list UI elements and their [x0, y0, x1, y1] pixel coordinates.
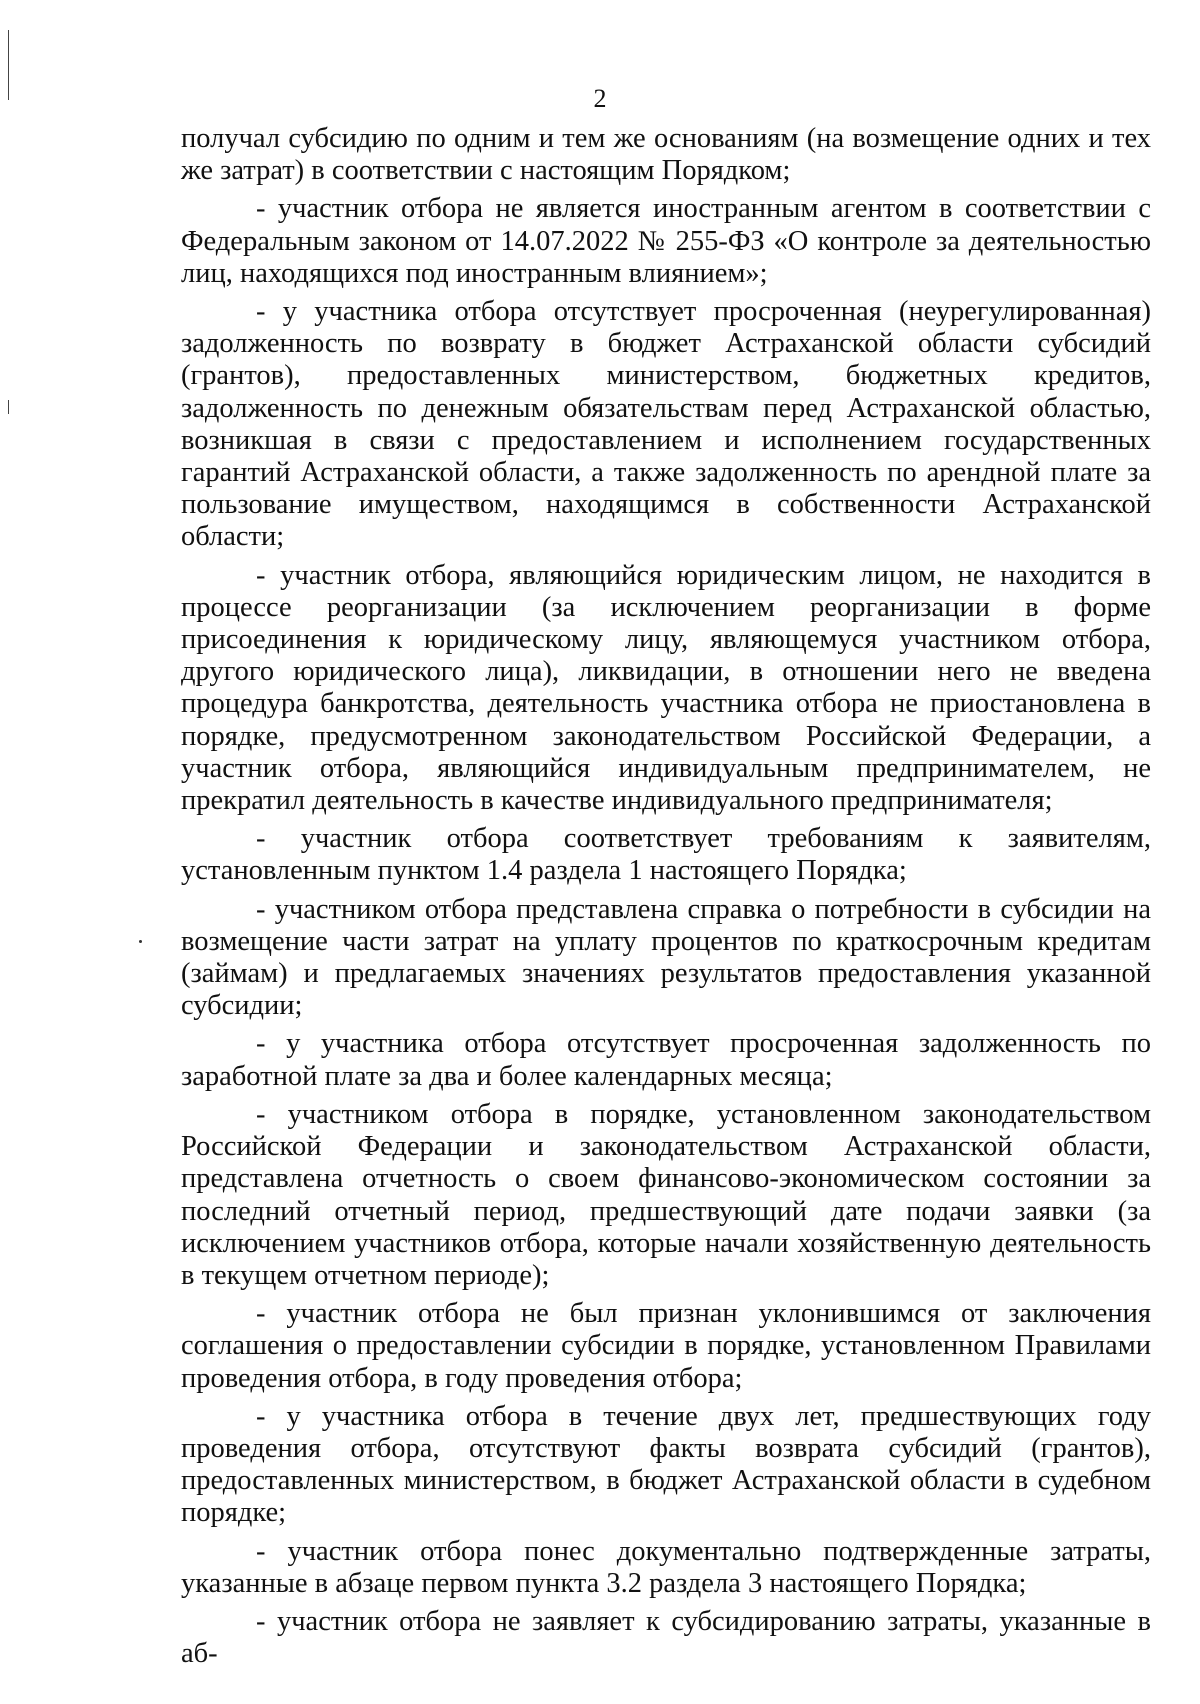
- paragraph: - участник отбора понес документально подтвержденные затраты, указанные в абзаце первом пункта 3.2 раздела 3 настоящего Порядка;: [181, 1535, 1151, 1599]
- paragraph: - участником отбора в порядке, установленном законодательством Российской Федерации и законодательством Астраханской области, представлена отчетность о своем финансово-экономическом состоянии за последний отчетный период, предшествующий дате подачи заявки (за исключением участников отбора, которые начали хозяйственную деятельность в текущем отчетном периоде);: [181, 1098, 1151, 1291]
- scan-edge-mark: [8, 400, 9, 414]
- paragraph: - участник отбора не был признан уклонившимся от заключения соглашения о предоставлении субсидии в порядке, установленном Правилами проведения отбора, в году проведения отбора;: [181, 1298, 1151, 1394]
- paragraph: - у участника отбора отсутствует просроченная задолженность по заработной плате за два и более календарных месяца;: [181, 1028, 1151, 1092]
- paragraph: - участником отбора представлена справка о потребности в субсидии на возмещение части затрат на уплату процентов по краткосрочным кредитам (займам) и предлагаемых значениях результатов предоставления указанной субсидии;: [181, 893, 1151, 1022]
- paragraph: - участник отбора, являющийся юридическим лицом, не находится в процессе реорганизации (за исключением реорганизации в форме присоединения к юридическому лицу, являющемуся участником отбора, другого юридического лица), ликвидации, в отношении него не введена процедура банкротства, деятельность участника отбора не приостановлена в порядке, предусмотренном законодательством Российской Федерации, а участник отбора, являющийся индивидуальным предпринимателем, не прекратил деятельность в качестве индивидуального предпринимателя;: [181, 559, 1151, 817]
- paragraph: - у участника отбора отсутствует просроченная (неурегулированная) задолженность по возврату в бюджет Астраханской области субсидий (грантов), предоставленных министерством, бюджетных кредитов, задолженность по денежным обязательствам перед Астраханской областью, возникшая в связи с предоставлением и исполнением государственных гарантий Астраханской области, а также задолженность по арендной плате за пользование имуществом, находящимся в собственности Астраханской области;: [181, 296, 1151, 553]
- paragraph: - участник отбора не заявляет к субсидированию затраты, указанные в аб-: [181, 1605, 1151, 1670]
- scan-dot: [139, 940, 142, 943]
- paragraph: - у участника отбора в течение двух лет, предшествующих году проведения отбора, отсутствуют факты возврата субсидий (грантов), предоставленных министерством, в бюджет Астраханской области в судебном порядке;: [181, 1400, 1151, 1529]
- paragraph: - участник отбора соответствует требованиям к заявителям, установленным пунктом 1.4 раздела 1 настоящего Порядка;: [181, 823, 1151, 887]
- paragraph: получал субсидию по одним и тем же основаниям (на возмещение одних и тех же затрат) в соответствии с настоящим Порядком;: [181, 123, 1151, 187]
- paragraph: - участник отбора не является иностранным агентом в соответствии с Федеральным законом от 14.07.2022 № 255-ФЗ «О контроле за деятельностью лиц, находящихся под иностранным влиянием»;: [181, 193, 1151, 289]
- document-body: [181, 123, 1151, 1676]
- page-number: 2: [593, 84, 607, 113]
